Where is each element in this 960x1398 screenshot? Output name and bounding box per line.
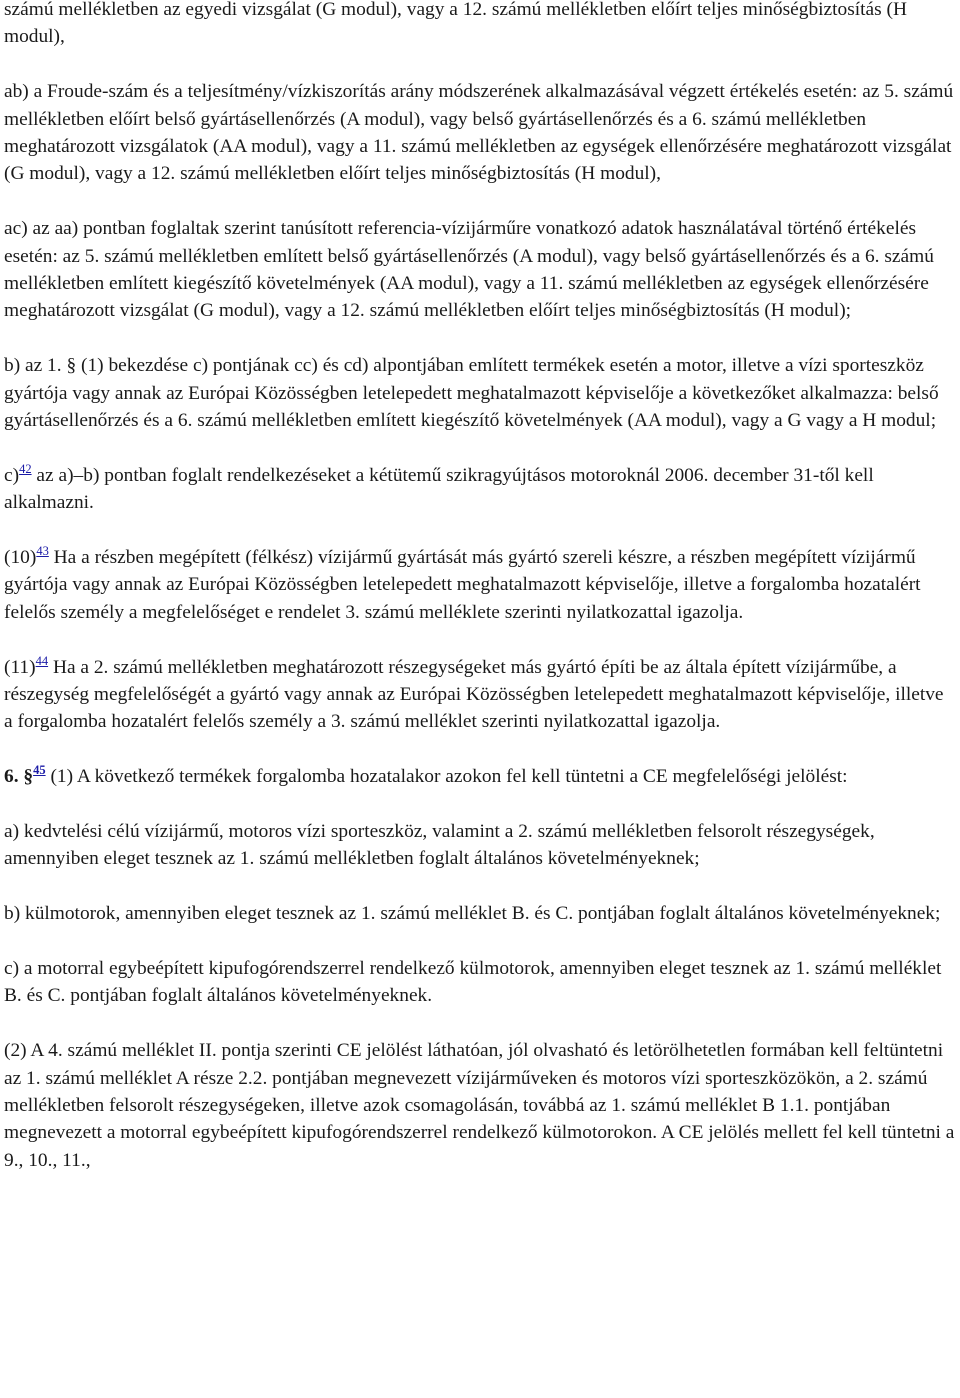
footnote-link-43[interactable]: 43 [36,544,49,559]
paragraph-6b: b) külmotorok, amennyiben eleget tesznek az 1. számú melléklet B. és C. pontjában foglalt általános követelményeknek; [4,903,941,925]
document-body [4,0,956,1202]
paragraph-aa-continuation: számú mellékletben az egyedi vizsgálat (G modul), vagy a 12. számú mellékletben előírt teljes minőségbiztosítás (H modul), [4,0,908,48]
paragraph-c-prefix: c) [4,464,20,486]
paragraph-11 [4,654,956,736]
paragraph-10-text: Ha a részben megépített (félkész) vízijármű gyártását más gyártó szereli készre, a részben megépített vízijármű gyártója vagy annak az Európai Közösségben letelepedett meghatalmazott képviselője, illetve a forgalomba hozatalért felelős személy a megfelelőséget e rendelet 3. számú melléklete szerinti nyilatkozattal igazolja. [4,547,921,623]
paragraph-10 [4,544,956,626]
paragraph-c-text: az a)–b) pontban foglalt rendelkezéseket a kétütemű szikragyújtásos motoroknál 2006. december 31-től kell alkalmazni. [4,464,874,514]
paragraph-ab: ab) a Froude-szám és a teljesítmény/vízkiszorítás arány módszerének alkalmazásával végzett értékelés esetén: az 5. számú mellékletben előírt belső gyártásellenőrzés (A modul), vagy belső gyártásellenőrzés és a 6. számú mellékletben meghatározott vizsgálatok (AA modul), vagy a 11. számú mellékletben az egységek ellenőrzésére meghatározott vizsgálat (G modul), vagy a 12. számú mellékletben előírt teljes minőségbiztosítás (H modul), [4,81,954,185]
paragraph-11-text: Ha a 2. számú mellékletben meghatározott részegységeket más gyártó építi be az általa épített vízijárműbe, a részegység megfelelőségét a gyártó vagy annak az Európai Közösségben letelepedett meghatalmazott képviselője, illetve a forgalomba hozatalért felelős személy a 3. számú melléklet szerinti nyilatkozattal igazolja. [4,656,944,733]
paragraph-c [4,462,956,517]
paragraph-b: b) az 1. § (1) bekezdése c) pontjának cc) és cd) alpontjában említett termékek esetén a motor, illetve a vízi sporteszköz gyártója vagy annak az Európai Közösségben letelepedett meghatalmazott képviselője a következőket alkalmazza: belső gyártásellenőrzés és a 6. számú mellékletben említett kiegészítő követelmények (AA modul), vagy a G vagy a H modul; [4,355,939,432]
paragraph-10-prefix: (10) [4,547,37,569]
section-6-heading [4,763,956,790]
paragraph-6a: a) kedvtelési célú vízijármű, motoros vízi sporteszköz, valamint a 2. számú mellékletben felsorolt részegységek, amennyiben eleget tesznek az 1. számú mellékletben foglalt általános követelményeknek; [4,821,875,870]
paragraph-6c: c) a motorral egybeépített kipufogórendszerrel rendelkező külmotorok, amennyiben eleget tesznek az 1. számú melléklet B. és C. pontjában foglalt általános követelményeknek. [4,958,942,1007]
footnote-link-44[interactable]: 44 [35,653,49,668]
paragraph-6-2: (2) A 4. számú melléklet II. pontja szerinti CE jelölést láthatóan, jól olvasható és letörölhetetlen formában kell feltüntetni az 1. számú melléklet A része 2.2. pontjában megnevezett vízijárműveken és motoros vízi sporteszközökön, a 2. számú mellékletben felsorolt részegységeken, illetve azok csomagolásán, továbbá az 1. számú melléklet B 1.1. pontjában megnevezett a motorral egybeépített kipufogórendszerrel rendelkező külmotorokon. A CE jelölés mellett fel kell tüntetni a 9., 10., 11., [4,1040,955,1171]
footnote-link-42[interactable]: 42 [19,461,32,476]
section-number: 6. § [4,766,34,788]
paragraph-11-prefix: (11) [4,656,36,678]
section-6-text: (1) A következő termékek forgalomba hozatalakor azokon fel kell tüntetni a CE megfelelőségi jelölést: [45,766,848,788]
footnote-link-45[interactable]: 45 [33,763,46,778]
paragraph-ac: ac) az aa) pontban foglaltak szerint tanúsított referencia-vízijárműre vonatkozó adatok használatával történő értékelés esetén: az 5. számú mellékletben említett belső gyártásellenőrzés (A modul), vagy belső gyártásellenőrzés és a 6. számú mellékletben említett kiegészítő követelmények (AA modul), vagy a 11. számú mellékletben az egységek ellenőrzésére meghatározott vizsgálat (G modul), vagy a 12. számú mellékletben előírt teljes minőségbiztosítás (H modul); [4,218,934,322]
